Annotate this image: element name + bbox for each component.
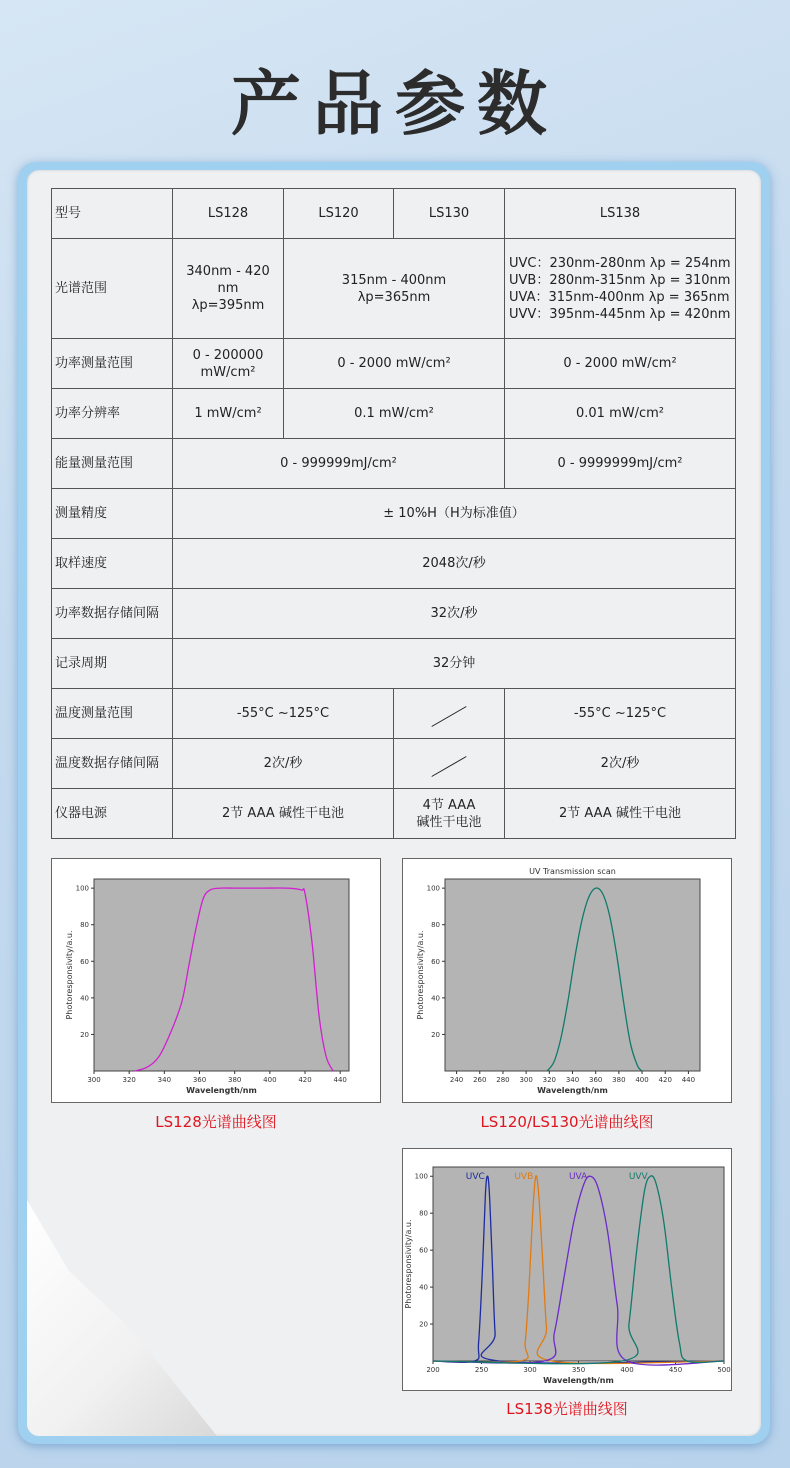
- y-tick-label: 100: [414, 1172, 428, 1181]
- spec-row: [52, 689, 736, 739]
- spec-cell-line: λp=365nm: [357, 289, 431, 305]
- plot-area: [433, 1167, 724, 1361]
- spec-row-label: 取样速度: [52, 539, 173, 589]
- spec-cell: 0 - 9999999mJ/cm²: [505, 439, 736, 489]
- spec-cell: 2节 AAA 碱性干电池: [505, 789, 736, 839]
- x-tick-label: 500: [717, 1366, 731, 1374]
- spec-cell: LS128: [173, 189, 284, 239]
- chart-ls138-svg: [403, 1149, 731, 1390]
- spec-cell-line: 0 - 200000: [192, 347, 264, 363]
- spec-cell: 0.1 mW/cm²: [284, 389, 505, 439]
- spec-cell: 2次/秒: [173, 739, 394, 789]
- x-tick-label: 400: [620, 1366, 634, 1374]
- series-label: UVV: [628, 1172, 648, 1182]
- spec-table: [51, 188, 736, 839]
- spec-cell: [284, 239, 505, 339]
- x-axis-label: Wavelength/nm: [186, 1086, 257, 1095]
- spec-cell-line: UVB：280nm-315nm λp = 310nm: [509, 272, 731, 288]
- spec-cell: 1 mW/cm²: [173, 389, 284, 439]
- y-axis-label: Photoresponsivity/a.u.: [404, 1219, 413, 1309]
- x-tick-label: 250: [474, 1366, 489, 1374]
- spec-row-label: 温度数据存储间隔: [52, 739, 173, 789]
- chart-ls120-svg: [403, 859, 731, 1102]
- spec-row: [52, 389, 736, 439]
- y-tick-label: 40: [419, 1283, 428, 1292]
- x-tick-label: 360: [192, 1076, 207, 1084]
- y-tick-label: 20: [419, 1320, 428, 1329]
- caption-ls128: LS128光谱曲线图: [155, 1113, 277, 1131]
- spec-cell: 0 - 999999mJ/cm²: [173, 439, 505, 489]
- y-tick-label: 80: [419, 1209, 428, 1218]
- spec-row: [52, 639, 736, 689]
- x-tick-label: 360: [588, 1076, 603, 1084]
- spec-row: [52, 239, 736, 339]
- x-tick-label: 420: [298, 1076, 312, 1084]
- spec-cell-line: UVV：395nm-445nm λp = 420nm: [509, 306, 731, 322]
- y-tick-label: 80: [431, 921, 440, 930]
- series-label: UVC: [465, 1172, 485, 1182]
- y-axis-label: Photoresponsivity/a.u.: [65, 930, 74, 1020]
- page-title: 产品参数: [231, 63, 559, 145]
- spec-row-label: 温度测量范围: [52, 689, 173, 739]
- spec-row-label: 仪器电源: [52, 789, 173, 839]
- spec-cell: LS130: [394, 189, 505, 239]
- chart-ls128-svg: [52, 859, 380, 1102]
- y-tick-label: 100: [426, 884, 440, 893]
- spec-cell: -55°C ~125°C: [173, 689, 394, 739]
- spec-cell-line: 340nm - 420 nm: [186, 264, 270, 296]
- spec-cell: 2048次/秒: [173, 539, 736, 589]
- caption-ls138: LS138光谱曲线图: [506, 1400, 628, 1418]
- spec-cell: 0.01 mW/cm²: [505, 389, 736, 439]
- y-tick-label: 60: [419, 1246, 428, 1255]
- spec-cell-line: 碱性干电池: [416, 814, 482, 830]
- x-tick-label: 380: [612, 1076, 626, 1084]
- x-axis-label: Wavelength/nm: [543, 1376, 614, 1385]
- spec-row: [52, 739, 736, 789]
- x-tick-label: 300: [523, 1366, 537, 1374]
- spec-cell: 32分钟: [173, 639, 736, 689]
- spec-cell-line: λp=395nm: [191, 298, 265, 313]
- x-tick-label: 300: [519, 1076, 533, 1084]
- spec-cell: [505, 239, 736, 339]
- x-tick-label: 200: [426, 1366, 440, 1374]
- spec-row: [52, 439, 736, 489]
- x-tick-label: 320: [542, 1076, 557, 1084]
- spec-cell-line: 4节 AAA: [422, 797, 476, 813]
- chart-ls120: [402, 858, 732, 1103]
- x-tick-label: 340: [565, 1076, 580, 1084]
- y-tick-label: 60: [80, 957, 89, 966]
- spec-row: [52, 789, 736, 839]
- y-tick-label: 20: [80, 1030, 89, 1039]
- y-tick-label: 20: [431, 1030, 440, 1039]
- x-tick-label: 340: [157, 1076, 172, 1084]
- spec-row-label: 测量精度: [52, 489, 173, 539]
- spec-row-label: 型号: [52, 189, 173, 239]
- spec-cell: 2次/秒: [505, 739, 736, 789]
- spec-cell: ± 10%H（H为标准值）: [173, 489, 736, 539]
- x-tick-label: 450: [668, 1366, 683, 1374]
- y-tick-label: 40: [431, 994, 440, 1003]
- spec-row-label: 功率分辨率: [52, 389, 173, 439]
- spec-cell: [173, 239, 284, 339]
- x-tick-label: 420: [658, 1076, 672, 1084]
- x-tick-label: 300: [87, 1076, 101, 1084]
- x-tick-label: 440: [681, 1076, 696, 1084]
- spec-cell: 0 - 2000 mW/cm²: [505, 339, 736, 389]
- y-axis-label: Photoresponsivity/a.u.: [416, 930, 425, 1020]
- not-applicable-slash: [431, 706, 466, 727]
- chart-ls138: [402, 1148, 732, 1391]
- x-tick-label: 320: [122, 1076, 136, 1084]
- spec-cell: 0 - 2000 mW/cm²: [284, 339, 505, 389]
- chart-ls128: [51, 858, 381, 1103]
- y-tick-label: 100: [75, 884, 89, 893]
- spec-row: [52, 589, 736, 639]
- spec-row: [52, 189, 736, 239]
- spec-row: [52, 339, 736, 389]
- spec-row: [52, 539, 736, 589]
- x-tick-label: 380: [228, 1076, 242, 1084]
- series-label: UVB: [514, 1172, 534, 1182]
- spec-cell-line: UVC：230nm-280nm λp = 254nm: [509, 255, 731, 271]
- x-tick-label: 400: [263, 1076, 277, 1084]
- x-tick-label: 240: [449, 1076, 464, 1084]
- spec-cell: 32次/秒: [173, 589, 736, 639]
- spec-cell: [394, 689, 505, 739]
- spec-cell: 2节 AAA 碱性干电池: [173, 789, 394, 839]
- x-tick-label: 400: [635, 1076, 649, 1084]
- spec-row-label: 功率测量范围: [52, 339, 173, 389]
- x-axis-label: Wavelength/nm: [537, 1086, 608, 1095]
- spec-cell-line: UVA：315nm-400nm λp = 365nm: [509, 289, 730, 305]
- spec-cell: [394, 789, 505, 839]
- spec-cell: [394, 739, 505, 789]
- spec-cell: LS120: [284, 189, 394, 239]
- x-tick-label: 260: [473, 1076, 487, 1084]
- series-label: UVA: [568, 1172, 588, 1182]
- y-tick-label: 40: [80, 994, 89, 1003]
- spec-cell: [173, 339, 284, 389]
- spec-cell: LS138: [505, 189, 736, 239]
- not-applicable-slash: [431, 756, 466, 777]
- y-tick-label: 80: [80, 921, 89, 930]
- spec-row-label: 功率数据存储间隔: [52, 589, 173, 639]
- x-tick-label: 350: [571, 1366, 586, 1374]
- spec-row-label: 能量测量范围: [52, 439, 173, 489]
- spec-cell-line: mW/cm²: [200, 364, 256, 380]
- spec-cell: -55°C ~125°C: [505, 689, 736, 739]
- y-tick-label: 60: [431, 957, 440, 966]
- chart-title: UV Transmission scan: [529, 867, 616, 876]
- x-tick-label: 440: [333, 1076, 347, 1084]
- plot-area: [94, 879, 349, 1071]
- x-tick-label: 280: [496, 1076, 510, 1084]
- spec-row: [52, 489, 736, 539]
- spec-row-label: 记录周期: [52, 639, 173, 689]
- caption-ls120: LS120/LS130光谱曲线图: [480, 1113, 654, 1131]
- spec-cell-line: 315nm - 400nm: [341, 272, 447, 288]
- spec-row-label: 光谱范围: [52, 239, 173, 339]
